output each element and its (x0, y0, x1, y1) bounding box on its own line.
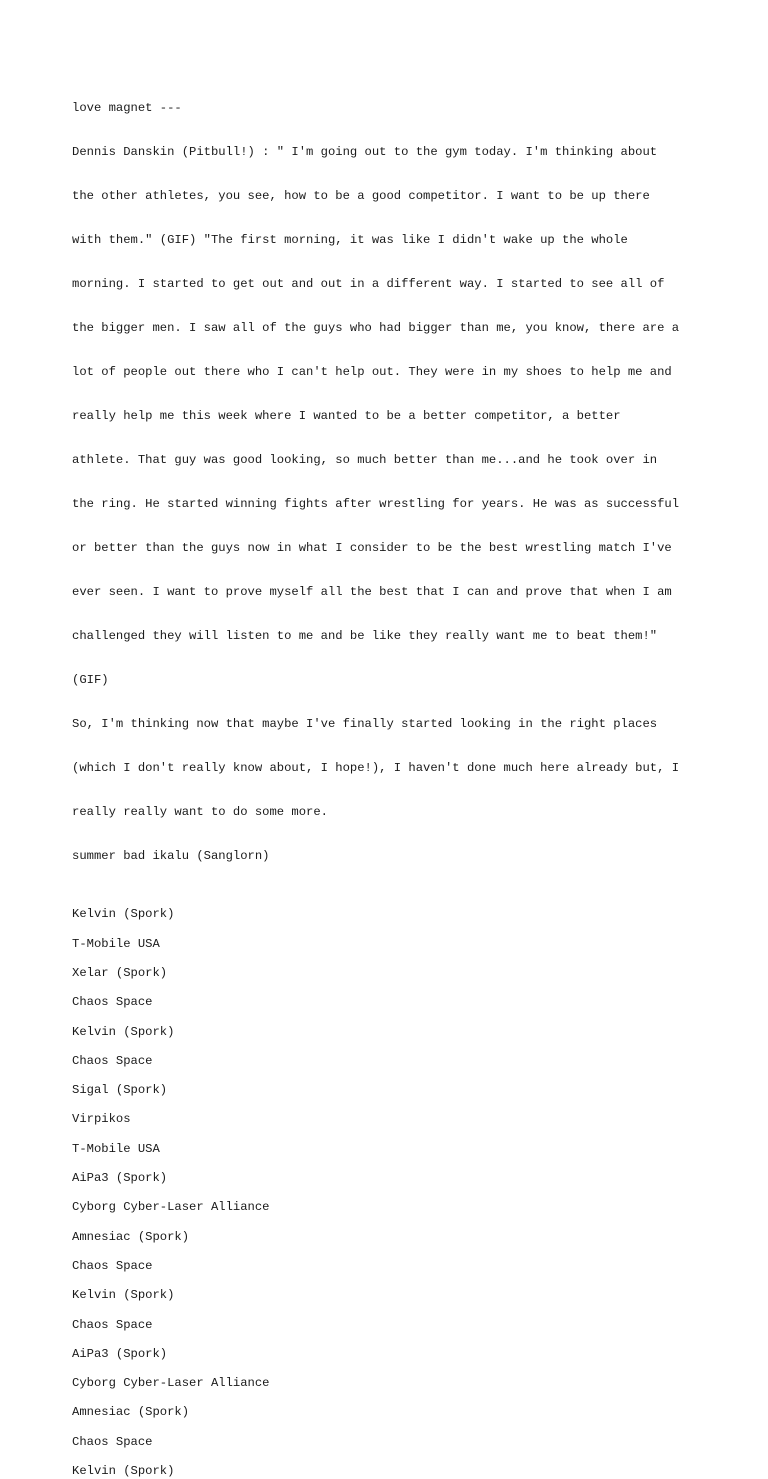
list-item: Chaos Space (72, 1317, 153, 1332)
text-line: love magnet --- (72, 101, 182, 116)
list-item: Cyborg Cyber-Laser Alliance (72, 1376, 270, 1391)
list-item: Amnesiac (Spork) (72, 1229, 190, 1244)
list-item: T-Mobile USA (72, 936, 160, 951)
list-item: Sigal (Spork) (72, 1083, 168, 1098)
text-line: with them." (GIF) "The first morning, it was like I didn't wake up the whole (72, 233, 628, 248)
list-item: Xelar (Spork) (72, 965, 168, 980)
text-line: really really want to do some more. (72, 804, 328, 819)
text-line: Dennis Danskin (Pitbull!) : " I'm going out to the gym today. I'm thinking about (72, 145, 658, 160)
text-line: challenged they will listen to me and be like they really want me to beat them!" (72, 628, 658, 643)
text-line: morning. I started to get out and out in a different way. I started to see all of (72, 277, 665, 292)
list-item: Kelvin (Spork) (72, 1464, 175, 1479)
list-item: Amnesiac (Spork) (72, 1405, 190, 1420)
text-line: the bigger men. I saw all of the guys who had bigger than me, you know, there are a (72, 321, 680, 336)
text-line: summer bad ikalu (Sanglorn) (72, 848, 270, 863)
list-item: AiPa3 (Spork) (72, 1346, 168, 1361)
list-item: Chaos Space (72, 1434, 153, 1449)
list-item: AiPa3 (Spork) (72, 1171, 168, 1186)
list-item: Kelvin (Spork) (72, 1288, 175, 1303)
list-item: Chaos Space (72, 1053, 153, 1068)
list-item: Kelvin (Spork) (72, 1024, 175, 1039)
text-line: lot of people out there who I can't help out. They were in my shoes to help me and (72, 365, 672, 380)
list-item: Kelvin (Spork) (72, 907, 175, 922)
text-line: the other athletes, you see, how to be a good competitor. I want to be up there (72, 189, 650, 204)
text-line: the ring. He started winning fights after wrestling for years. He was as successful (72, 497, 680, 512)
intro-text (72, 72, 712, 893)
text-line: athlete. That guy was good looking, so much better than me...and he took over in (72, 453, 658, 468)
list-item: T-Mobile USA (72, 1141, 160, 1156)
text-line: or better than the guys now in what I consider to be the best wrestling match I've (72, 541, 672, 555)
list-item: Virpikos (72, 1112, 131, 1127)
list-item: Chaos Space (72, 1258, 153, 1273)
text-line: (which I don't really know about, I hope!), I haven't done much here already but, I (72, 760, 680, 775)
entry-list (72, 907, 712, 1478)
list-item: Cyborg Cyber-Laser Alliance (72, 1200, 270, 1215)
text-line: (GIF) (72, 672, 109, 687)
document-page (72, 72, 712, 1479)
text-line: really help me this week where I wanted to be a better competitor, a better (72, 409, 621, 424)
list-item: Chaos Space (72, 995, 153, 1010)
text-line: So, I'm thinking now that maybe I've finally started looking in the right places (72, 716, 658, 731)
text-line: ever seen. I want to prove myself all the best that I can and prove that when I am (72, 584, 672, 599)
